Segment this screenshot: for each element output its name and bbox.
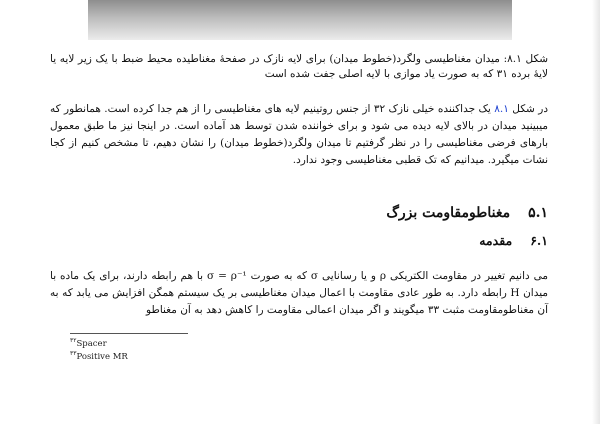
footnote-rule (70, 333, 188, 334)
section-title: مغناطومقاومت بزرگ (386, 205, 511, 221)
footnotes (70, 336, 128, 362)
footnote-text: Positive MR (76, 351, 128, 362)
section-number: ۵.۱ (528, 205, 548, 221)
section-heading (386, 205, 548, 221)
footnote-item (70, 349, 128, 362)
paragraph-1 (50, 101, 548, 169)
subsection-heading (479, 233, 548, 248)
paragraph-1-body: یک جداکننده خیلی نازک ۳۲ از جنس روتینیم لایه های مغناطیسی را از هم جدا کرده است. همانطور که میبینید میدان در بالای لایه دیده می شود و برای خواننده شدن توسط هد آماده است. در اینجا نیز ما طبق معمول بارهای فرضی مغناطیسی را در نظر گرفتیم تا میدان ولگرد(خطوط میدان) را نشان دهیم، تا مشخص کنیم از کجا نشات میگیرد. میدانیم که تک قطبی مغناطیسی وجود ندارد. (50, 103, 548, 166)
page-edge (592, 0, 600, 424)
paragraph-1-lead: در شکل (512, 103, 549, 115)
figure-caption: شکل ۸.۱: میدان مغناطیسی ولگرد(خطوط میدان) برای لایه نازک در صفحهٔ مغناطیده محیط ضبط با یک زیر لایه یا لایهٔ برده ۳۱ که به صورت یاد موازی با لایه اصلی جفت شده است (50, 53, 548, 80)
footnote-number: ۳۲ (70, 337, 77, 344)
figure-image (88, 0, 512, 40)
subsection-title: مقدمه (479, 233, 513, 248)
footnote-item (70, 336, 128, 349)
paragraph-2: می دانیم تغییر در مقاومت الکتریکی ρ و یا رسانایی σ که به صورت σ = ρ⁻¹ با هم رابطه دارند، برای یک ماده با میدان H رابطه دارد. به طور عادی مقاومت با اعمال میدان مغناطیسی بر یک سیستم همگن افزایش می یابد که به آن مغناطومقاومت مثبت ۳۳ میگویند و اگر میدان اعمالی مقاومت را کاهش دهد به آن مغناطو (50, 270, 549, 316)
figure-reference-link[interactable]: ۸.۱ (494, 103, 509, 115)
subsection-number: ۶.۱ (530, 233, 548, 248)
footnote-number: ۳۳ (70, 349, 77, 357)
footnote-text: Spacer (76, 338, 107, 349)
